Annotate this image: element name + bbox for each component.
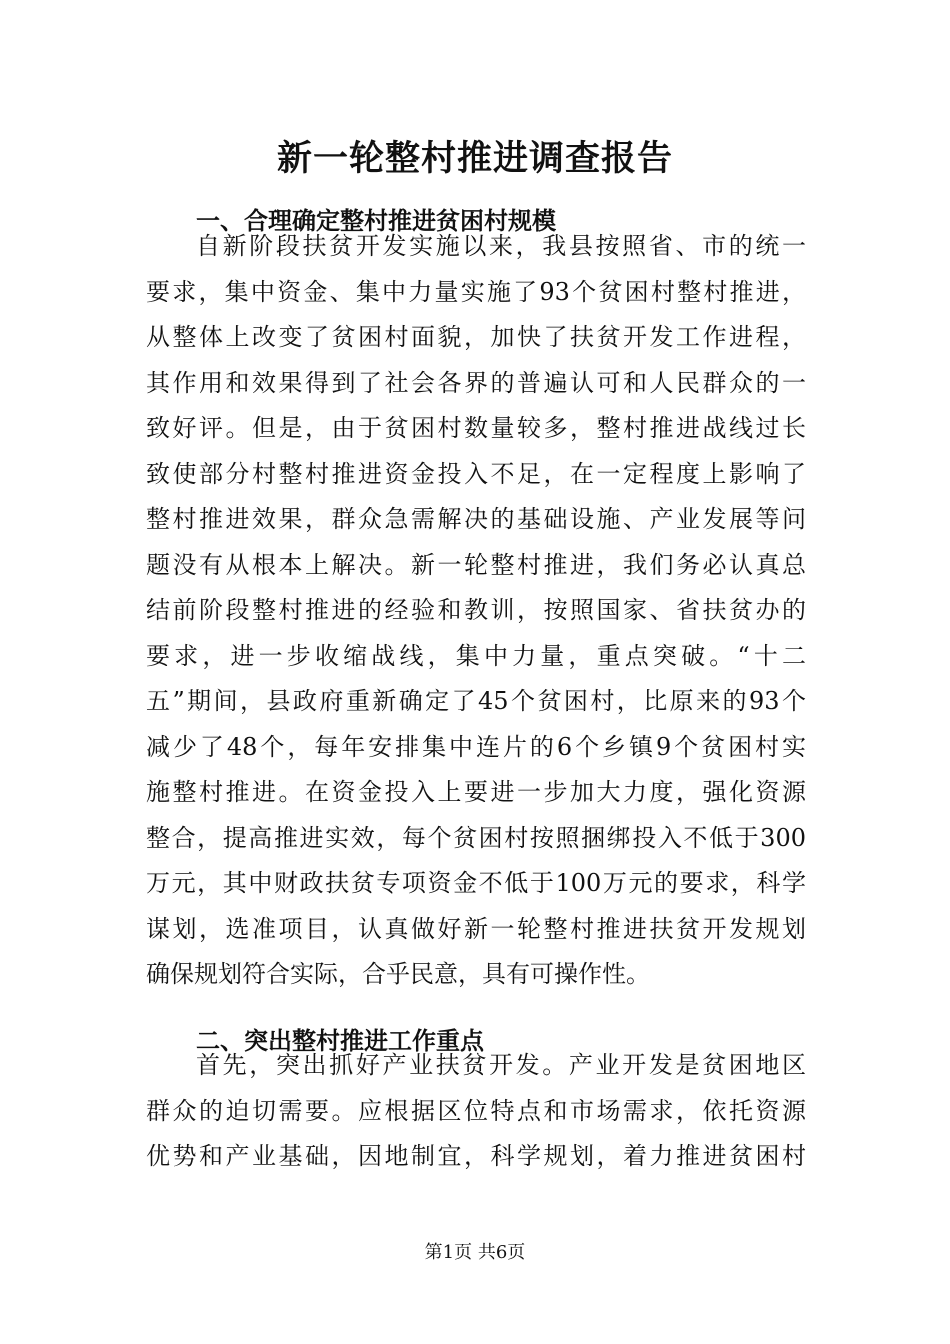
- text-line: 万元，其中财政扶贫专项资金不低于100万元的要求，科学: [146, 869, 806, 897]
- text-line: 施整村推进。在资金投入上要进一步加大力度，强化资源: [146, 778, 806, 806]
- text-line: 其作用和效果得到了社会各界的普遍认可和人民群众的一: [146, 368, 806, 397]
- section-1-paragraph: [146, 224, 806, 998]
- page-footer: 第1页 共6页: [424, 1242, 526, 1263]
- section-heading-1: 一、合理确定整村推进贫困村规模: [196, 207, 556, 235]
- text-line: 要求，集中资金、集中力量实施了93个贫困村整村推进，: [146, 277, 806, 306]
- text-line: 从整体上改变了贫困村面貌，加快了扶贫开发工作进程，: [146, 323, 806, 351]
- text-line: 确保规划符合实际，合乎民意，具有可操作性。: [146, 960, 650, 988]
- section-heading-2: 二、突出整村推进工作重点: [196, 1027, 484, 1055]
- text-line: 优势和产业基础，因地制宜，科学规划，着力推进贫困村: [146, 1142, 806, 1170]
- text-line: 整合，提高推进实效，每个贫困村按照捆绑投入不低于300: [146, 823, 806, 852]
- section-2-paragraph: [146, 1043, 806, 1180]
- text-line: 致使部分村整村推进资金投入不足，在一定程度上影响了: [146, 459, 806, 488]
- text-line: 致好评。但是，由于贫困村数量较多，整村推进战线过长: [146, 414, 806, 442]
- text-line: 首先，突出抓好产业扶贫开发。产业开发是贫困地区: [196, 1051, 806, 1079]
- text-line: 减少了48个，每年安排集中连片的6个乡镇9个贫困村实: [146, 732, 806, 761]
- document-title: 新一轮整村推进调查报告: [276, 138, 673, 179]
- text-line: 整村推进效果，群众急需解决的基础设施、产业发展等问: [146, 505, 806, 533]
- text-line: 题没有从根本上解决。新一轮整村推进，我们务必认真总: [146, 550, 806, 579]
- text-line: 五”期间，县政府重新确定了45个贫困村，比原来的93个: [146, 687, 806, 715]
- text-line: 结前阶段整村推进的经验和教训，按照国家、省扶贫办的: [146, 596, 806, 624]
- text-line: 要求，进一步收缩战线，集中力量，重点突破。“十二: [146, 641, 806, 670]
- text-line: 自新阶段扶贫开发实施以来，我县按照省、市的统一: [196, 232, 806, 260]
- text-line: 谋划，选准项目，认真做好新一轮整村推进扶贫开发规划: [146, 914, 806, 943]
- text-line: 群众的迫切需要。应根据区位特点和市场需求，依托资源: [146, 1096, 806, 1125]
